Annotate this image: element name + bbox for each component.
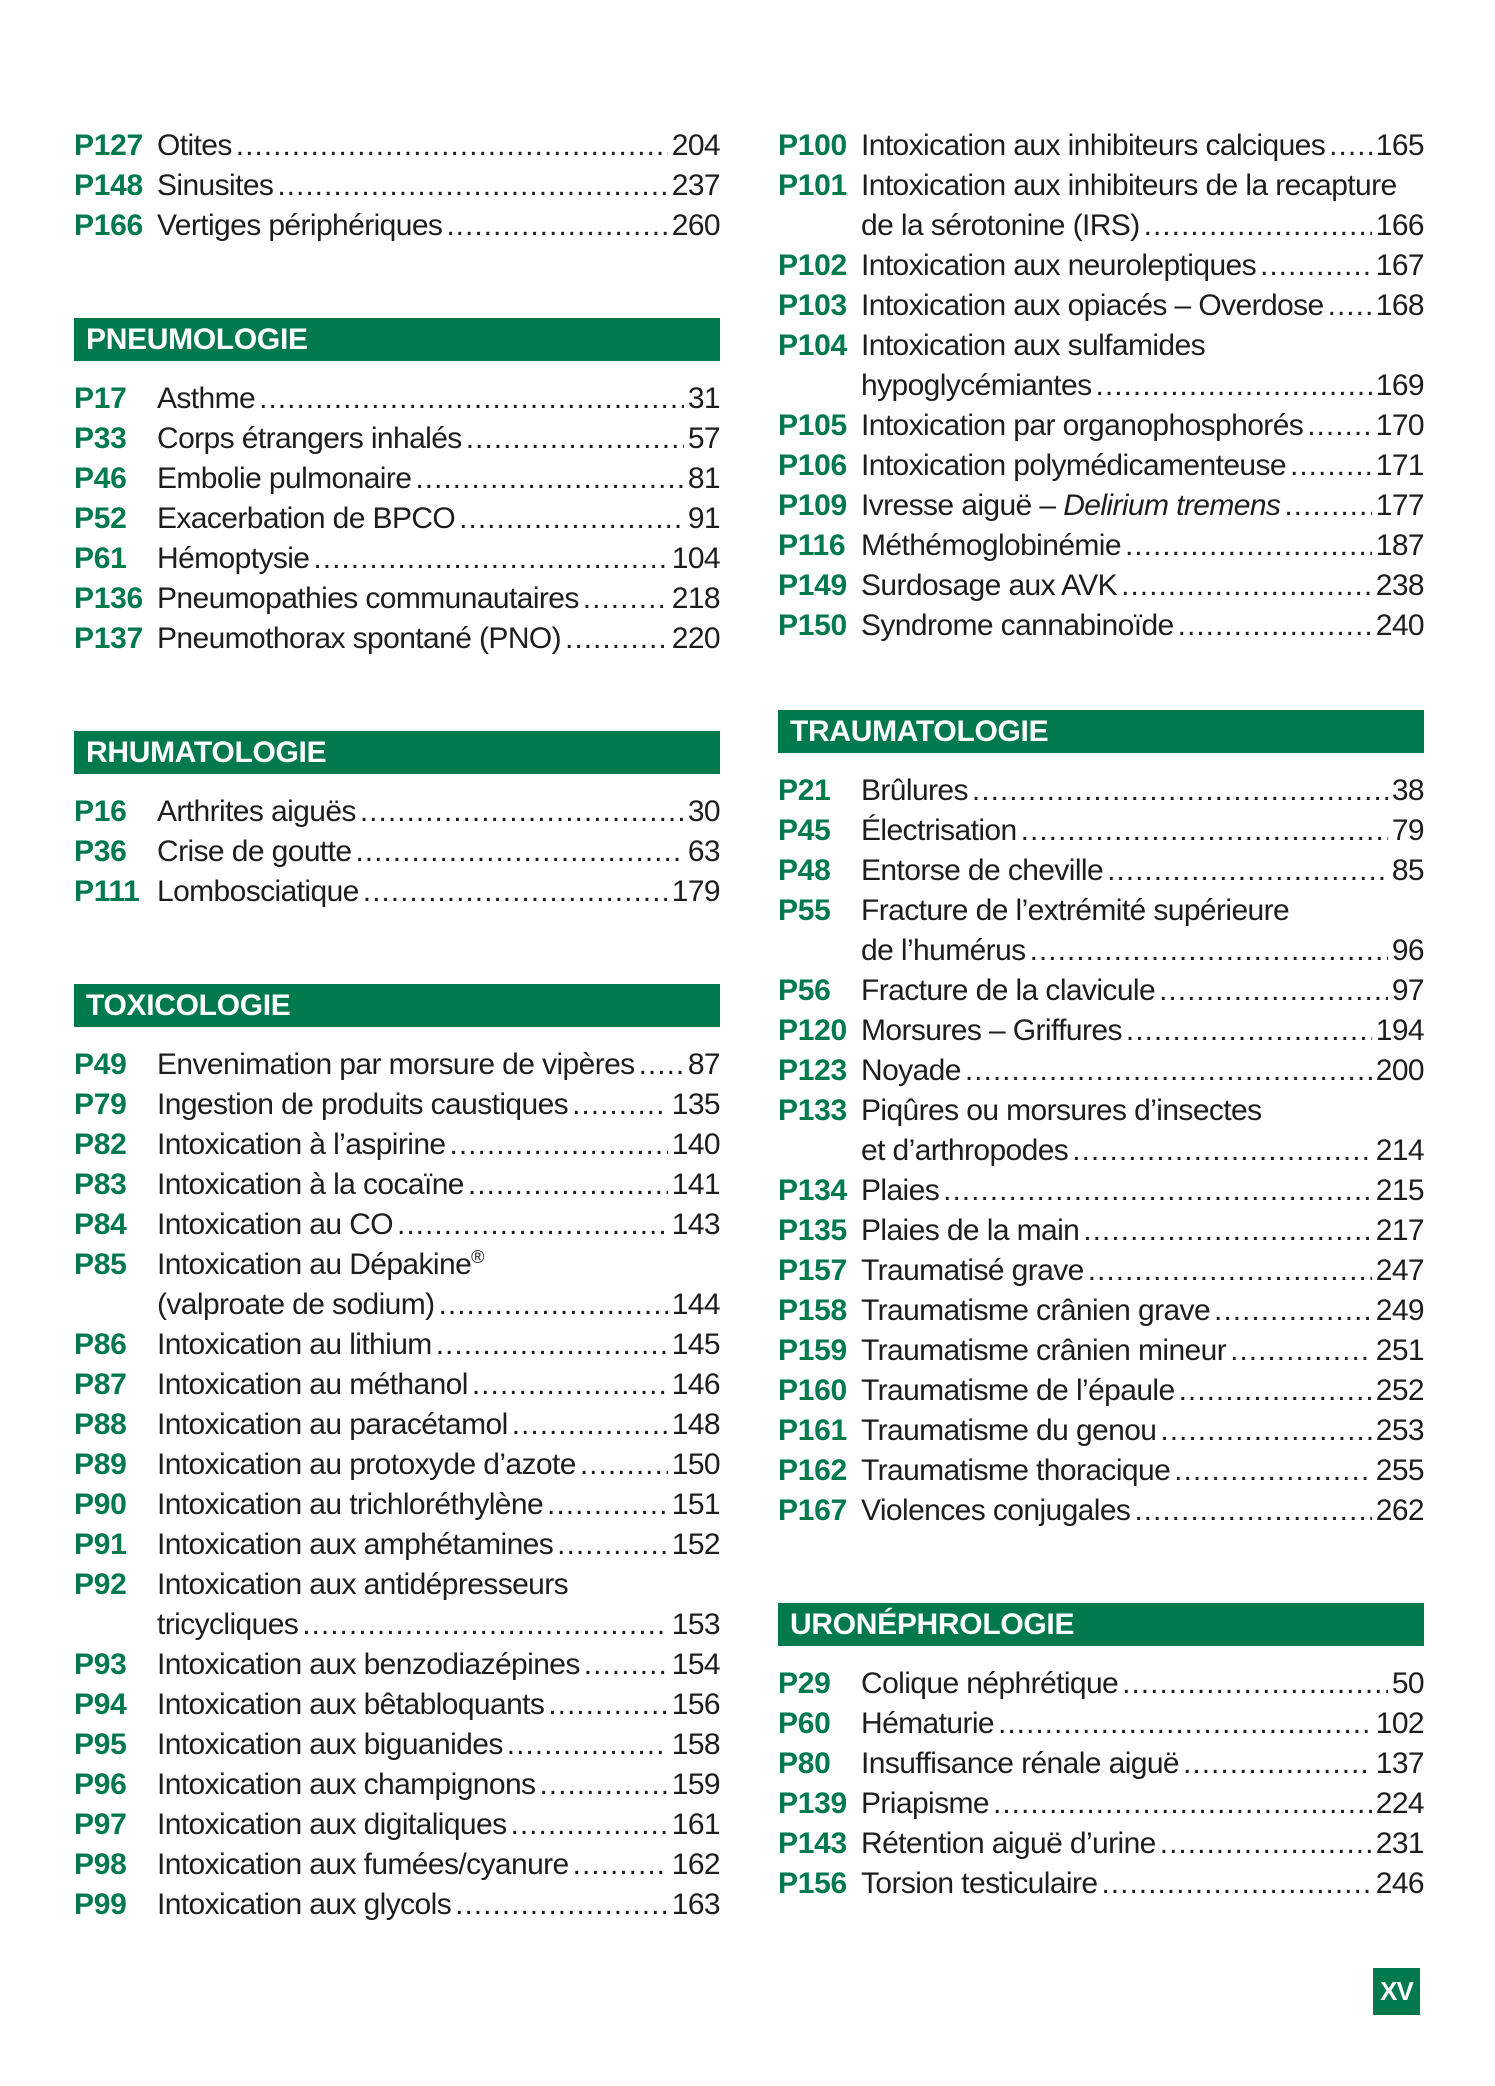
- entry-title: Intoxication aux fumées/cyanure: [157, 1848, 569, 1881]
- entry-title: Intoxication au lithium: [157, 1328, 432, 1361]
- toc-entry[interactable]: [778, 486, 1424, 526]
- toc-entry[interactable]: [74, 1645, 720, 1685]
- entry-code: P97: [74, 1808, 127, 1841]
- entry-code: P156: [778, 1867, 847, 1900]
- left-top-entries: [74, 126, 720, 246]
- entry-title: Fracture de la clavicule: [861, 974, 1156, 1007]
- entry-title: Arthrites aiguës: [157, 795, 356, 828]
- toc-entry[interactable]: [778, 1824, 1424, 1864]
- entry-page: 224: [1375, 1787, 1424, 1820]
- entry-code: P90: [74, 1488, 127, 1521]
- entry-page: 85: [1391, 854, 1424, 887]
- entry-page: 156: [671, 1688, 720, 1721]
- entry-page: 252: [1375, 1374, 1424, 1407]
- entry-title: Intoxication au trichloréthylène: [157, 1488, 544, 1521]
- entry-page: 161: [671, 1808, 720, 1841]
- entry-page: 247: [1375, 1254, 1424, 1287]
- entry-page: 200: [1375, 1054, 1424, 1087]
- toc-entry[interactable]: [74, 579, 720, 619]
- section-header: TOXICOLOGIE: [74, 984, 720, 1027]
- section-traumatologie: [778, 710, 1424, 1531]
- entry-page: 194: [1375, 1014, 1424, 1047]
- toc-entry[interactable]: [778, 406, 1424, 446]
- entry-code: P91: [74, 1528, 127, 1561]
- entry-page: 163: [671, 1888, 720, 1921]
- entry-title: Ivresse aiguë –: [861, 489, 1064, 522]
- entry-code: P160: [778, 1374, 847, 1407]
- entry-title: Surdosage aux AVK: [861, 569, 1118, 602]
- toc-entry[interactable]: [74, 872, 720, 912]
- entry-code: P159: [778, 1334, 847, 1367]
- entry-title: Intoxication aux opiacés – Overdose: [861, 289, 1324, 322]
- entry-page: 165: [1375, 129, 1424, 162]
- entry-page: 146: [671, 1368, 720, 1401]
- entry-code: P52: [74, 502, 127, 535]
- entry-title: Intoxication aux sulfamides: [861, 329, 1205, 362]
- entry-title: Intoxication aux digitaliques: [157, 1808, 507, 1841]
- entry-page: 104: [671, 542, 720, 575]
- section-header: RHUMATOLOGIE: [74, 731, 720, 774]
- entry-code: P80: [778, 1747, 831, 1780]
- entry-page: 159: [671, 1768, 720, 1801]
- entry-code: P93: [74, 1648, 127, 1681]
- toc-entry[interactable]: [74, 126, 720, 166]
- toc-entry[interactable]: [778, 1051, 1424, 1091]
- toc-entry[interactable]: [778, 851, 1424, 891]
- entry-page: 148: [671, 1408, 720, 1441]
- entry-title: Brûlures: [861, 774, 968, 807]
- entry-page: 153: [671, 1608, 720, 1641]
- entry-page: 141: [671, 1168, 720, 1201]
- entry-title: Vertiges périphériques: [157, 209, 443, 242]
- entry-title: Otites: [157, 129, 232, 162]
- entry-title: Pneumopathies communautaires: [157, 582, 579, 615]
- toc-entry[interactable]: [74, 1525, 720, 1565]
- section-header: PNEUMOLOGIE: [74, 318, 720, 361]
- entry-code: P137: [74, 622, 143, 655]
- entry-title: Intoxication aux biguanides: [157, 1728, 503, 1761]
- toc-entry[interactable]: [74, 1045, 720, 1085]
- toc-entry[interactable]: [74, 1805, 720, 1845]
- entry-code: P167: [778, 1494, 847, 1527]
- section-entries: [778, 1664, 1424, 1904]
- toc-entry[interactable]: [74, 1685, 720, 1725]
- entry-code: P133: [778, 1094, 847, 1127]
- entry-page: 38: [1391, 774, 1424, 807]
- entry-code: P36: [74, 835, 127, 868]
- entry-code: P104: [778, 329, 847, 362]
- toc-entry[interactable]: [74, 619, 720, 659]
- entry-code: P106: [778, 449, 847, 482]
- page-number-badge: XV: [1373, 1968, 1420, 2015]
- entry-title: Insuffisance rénale aiguë: [861, 1747, 1180, 1780]
- entry-title: Violences conjugales: [861, 1494, 1131, 1527]
- toc-entry[interactable]: [778, 126, 1424, 166]
- entry-page: 217: [1375, 1214, 1424, 1247]
- toc-entry[interactable]: [74, 1405, 720, 1445]
- entry-title: Corps étrangers inhalés: [157, 422, 462, 455]
- entry-title-cont: tricycliques: [157, 1608, 299, 1641]
- entry-title: Intoxication aux champignons: [157, 1768, 536, 1801]
- toc-entry[interactable]: [778, 246, 1424, 286]
- toc-entry[interactable]: [74, 832, 720, 872]
- toc-entry[interactable]: [778, 1491, 1424, 1531]
- right-column: [778, 126, 1424, 1904]
- entry-page: 57: [687, 422, 720, 455]
- entry-code: P86: [74, 1328, 127, 1361]
- entry-title: Intoxication à la cocaïne: [157, 1168, 464, 1201]
- entry-code: P157: [778, 1254, 847, 1287]
- entry-title: Lombosciatique: [157, 875, 359, 908]
- toc-entry[interactable]: [778, 1864, 1424, 1904]
- entry-code: P120: [778, 1014, 847, 1047]
- toc-entry[interactable]: [778, 1451, 1424, 1491]
- entry-code: P127: [74, 129, 143, 162]
- toc-entry[interactable]: [778, 446, 1424, 486]
- entry-page: 249: [1375, 1294, 1424, 1327]
- entry-title: Intoxication aux neuroleptiques: [861, 249, 1257, 282]
- toc-entry[interactable]: [74, 1365, 720, 1405]
- entry-title: Priapisme: [861, 1787, 989, 1820]
- entry-title-cont: hypoglycémiantes: [861, 369, 1092, 402]
- entry-title: Ingestion de produits caustiques: [157, 1088, 569, 1121]
- entry-title-cont: de l’humérus: [861, 934, 1026, 967]
- entry-code: P116: [778, 529, 846, 562]
- entry-code: P82: [74, 1128, 127, 1161]
- entry-page: 218: [671, 582, 720, 615]
- entry-page: 50: [1391, 1667, 1424, 1700]
- toc-entry[interactable]: [74, 1245, 720, 1325]
- toc-entry[interactable]: [74, 1125, 720, 1165]
- entry-code: P136: [74, 582, 143, 615]
- toc-entry[interactable]: [778, 1411, 1424, 1451]
- entry-page: 137: [1375, 1747, 1424, 1780]
- right-top-entries: [778, 126, 1424, 646]
- entry-code: P94: [74, 1688, 127, 1721]
- entry-page: 171: [1375, 449, 1424, 482]
- toc-entry[interactable]: [74, 1725, 720, 1765]
- entry-page: 231: [1375, 1827, 1424, 1860]
- section-rhumatologie: [74, 731, 720, 912]
- entry-page: 31: [687, 382, 720, 415]
- entry-title: Noyade: [861, 1054, 961, 1087]
- entry-code: P21: [778, 774, 831, 807]
- entry-title-cont: et d’arthropodes: [861, 1134, 1069, 1167]
- section-header: TRAUMATOLOGIE: [778, 710, 1424, 753]
- entry-page: 143: [671, 1208, 720, 1241]
- entry-code: P56: [778, 974, 831, 1007]
- entry-title: Fracture de l’extrémité supérieure: [861, 894, 1290, 927]
- section-uronephrologie: [778, 1603, 1424, 1904]
- entry-code: P135: [778, 1214, 847, 1247]
- entry-page: 260: [671, 209, 720, 242]
- entry-page: 145: [671, 1328, 720, 1361]
- entry-code: P100: [778, 129, 847, 162]
- entry-title: Piqûres ou morsures d’insectes: [861, 1094, 1262, 1127]
- entry-title: Intoxication au paracétamol: [157, 1408, 508, 1441]
- entry-code: P139: [778, 1787, 847, 1820]
- entry-page: 140: [671, 1128, 720, 1161]
- entry-title: Intoxication aux inhibiteurs de la recapture: [861, 169, 1397, 202]
- toc-entry[interactable]: [74, 539, 720, 579]
- entry-title: Intoxication au protoxyde d’azote: [157, 1448, 576, 1481]
- entry-code: P102: [778, 249, 847, 282]
- entry-page: 96: [1391, 934, 1424, 967]
- toc-entry[interactable]: [778, 1171, 1424, 1211]
- entry-title: Morsures – Griffures: [861, 1014, 1122, 1047]
- entry-code: P111: [74, 875, 140, 908]
- entry-page: 169: [1375, 369, 1424, 402]
- toc-entry[interactable]: [74, 792, 720, 832]
- left-column: [74, 126, 720, 1925]
- entry-title: Pneumothorax spontané (PNO): [157, 622, 562, 655]
- entry-title: Électrisation: [861, 814, 1017, 847]
- entry-code: P61: [74, 542, 127, 575]
- toc-entry[interactable]: [74, 1845, 720, 1885]
- entry-code: P55: [778, 894, 831, 927]
- entry-title: Rétention aiguë d’urine: [861, 1827, 1156, 1860]
- entry-page: 170: [1375, 409, 1424, 442]
- entry-page: 220: [671, 622, 720, 655]
- entry-code: P150: [778, 609, 847, 642]
- entry-page: 240: [1375, 609, 1424, 642]
- entry-page: 102: [1375, 1707, 1424, 1740]
- toc-entry[interactable]: [74, 459, 720, 499]
- entry-code: P88: [74, 1408, 127, 1441]
- entry-code: P134: [778, 1174, 847, 1207]
- entry-page: 97: [1391, 974, 1424, 1007]
- entry-page: 162: [671, 1848, 720, 1881]
- toc-entry[interactable]: [778, 771, 1424, 811]
- toc-entry[interactable]: [778, 1371, 1424, 1411]
- toc-entry[interactable]: [74, 166, 720, 206]
- toc-entry[interactable]: [778, 1704, 1424, 1744]
- toc-entry[interactable]: [778, 1784, 1424, 1824]
- toc-entry[interactable]: [74, 1165, 720, 1205]
- toc-entry[interactable]: [778, 286, 1424, 326]
- toc-entry[interactable]: [778, 1211, 1424, 1251]
- toc-entry[interactable]: [778, 1091, 1424, 1171]
- entry-title: Intoxication au CO: [157, 1208, 393, 1241]
- section-header: URONÉPHROLOGIE: [778, 1603, 1424, 1646]
- entry-page: 167: [1375, 249, 1424, 282]
- entry-title: Hémoptysie: [157, 542, 310, 575]
- entry-page: 150: [671, 1448, 720, 1481]
- section-entries: [778, 771, 1424, 1531]
- toc-entry[interactable]: [74, 419, 720, 459]
- entry-title: Méthémoglobinémie: [861, 529, 1121, 562]
- entry-page: 144: [671, 1288, 720, 1321]
- entry-title: Crise de goutte: [157, 835, 352, 868]
- toc-entry[interactable]: [778, 566, 1424, 606]
- entry-title: Exacerbation de BPCO: [157, 502, 456, 535]
- entry-title: Syndrome cannabinoïde: [861, 609, 1174, 642]
- entry-title: Intoxication au Dépakine: [157, 1248, 472, 1281]
- entry-page: 152: [671, 1528, 720, 1561]
- entry-page: 30: [687, 795, 720, 828]
- entry-title: Intoxication au méthanol: [157, 1368, 468, 1401]
- entry-title: Sinusites: [157, 169, 274, 202]
- entry-code: P161: [778, 1414, 847, 1447]
- entry-code: P83: [74, 1168, 127, 1201]
- entry-code: P95: [74, 1728, 127, 1761]
- entry-code: P162: [778, 1454, 847, 1487]
- entry-code: P158: [778, 1294, 847, 1327]
- entry-code: P92: [74, 1568, 127, 1601]
- section-entries: [74, 1045, 720, 1925]
- entry-page: 255: [1375, 1454, 1424, 1487]
- entry-page: 91: [687, 502, 720, 535]
- entry-code: P85: [74, 1248, 127, 1281]
- entry-title: Hématurie: [861, 1707, 994, 1740]
- toc-entry[interactable]: [778, 1251, 1424, 1291]
- entry-page: 151: [671, 1488, 720, 1521]
- toc-entry[interactable]: [778, 326, 1424, 406]
- entry-title-cont: (valproate de sodium): [157, 1288, 435, 1321]
- entry-page: 135: [671, 1088, 720, 1121]
- entry-title: Traumatisme thoracique: [861, 1454, 1171, 1487]
- toc-entry[interactable]: [778, 606, 1424, 646]
- entry-code: P33: [74, 422, 127, 455]
- entry-title: Intoxication par organophosphorés: [861, 409, 1304, 442]
- entry-title: Intoxication aux glycols: [157, 1888, 452, 1921]
- entry-page: 166: [1375, 209, 1424, 242]
- entry-title: Intoxication aux antidépresseurs: [157, 1568, 569, 1601]
- entry-title: Envenimation par morsure de vipères: [157, 1048, 635, 1081]
- entry-title: Plaies de la main: [861, 1214, 1080, 1247]
- entry-title: Traumatisme du genou: [861, 1414, 1157, 1447]
- entry-title: Intoxication polymédicamenteuse: [861, 449, 1286, 482]
- toc-entry[interactable]: [74, 1325, 720, 1365]
- toc-entry[interactable]: [74, 1445, 720, 1485]
- entry-code: P17: [74, 382, 127, 415]
- entry-title-cont: de la sérotonine (IRS): [861, 209, 1140, 242]
- entry-title: Traumatisme de l’épaule: [861, 1374, 1175, 1407]
- toc-entry[interactable]: [778, 1664, 1424, 1704]
- entry-page: 168: [1375, 289, 1424, 322]
- entry-code: P16: [74, 795, 127, 828]
- toc-entry[interactable]: [74, 206, 720, 246]
- toc-entry[interactable]: [778, 1744, 1424, 1784]
- entry-title: Intoxication à l’aspirine: [157, 1128, 446, 1161]
- entry-page: 177: [1375, 489, 1424, 522]
- entry-title: Intoxication aux benzodiazépines: [157, 1648, 580, 1681]
- registered-mark: ®: [471, 1247, 484, 1267]
- toc-entry[interactable]: [74, 1565, 720, 1645]
- entry-page: 179: [671, 875, 720, 908]
- entry-title: Torsion testiculaire: [861, 1867, 1098, 1900]
- entry-title: Traumatisme crânien grave: [861, 1294, 1211, 1327]
- entry-page: 253: [1375, 1414, 1424, 1447]
- entry-code: P103: [778, 289, 847, 322]
- toc-entry[interactable]: [778, 971, 1424, 1011]
- entry-code: P148: [74, 169, 143, 202]
- entry-page: 187: [1375, 529, 1424, 562]
- entry-code: P79: [74, 1088, 127, 1121]
- entry-title: Embolie pulmonaire: [157, 462, 412, 495]
- entry-code: P60: [778, 1707, 831, 1740]
- toc-entry[interactable]: [778, 1291, 1424, 1331]
- entry-page: 154: [671, 1648, 720, 1681]
- entry-code: P49: [74, 1048, 127, 1081]
- entry-page: 204: [671, 129, 720, 162]
- entry-page: 238: [1375, 569, 1424, 602]
- entry-page: 246: [1375, 1867, 1424, 1900]
- toc-entry[interactable]: [778, 891, 1424, 971]
- entry-code: P105: [778, 409, 847, 442]
- toc-entry[interactable]: [74, 1885, 720, 1925]
- entry-page: 81: [687, 462, 720, 495]
- entry-code: P45: [778, 814, 831, 847]
- entry-code: P29: [778, 1667, 831, 1700]
- entry-title: Traumatisé grave: [861, 1254, 1084, 1287]
- entry-page: 262: [1375, 1494, 1424, 1527]
- entry-page: 251: [1375, 1334, 1424, 1367]
- entry-page: 87: [687, 1048, 720, 1081]
- entry-code: P101: [778, 169, 847, 202]
- entry-page: 214: [1375, 1134, 1424, 1167]
- entry-code: P96: [74, 1768, 127, 1801]
- entry-code: P46: [74, 462, 127, 495]
- toc-entry[interactable]: [74, 499, 720, 539]
- toc-entry[interactable]: [74, 1485, 720, 1525]
- toc-entry[interactable]: [74, 1205, 720, 1245]
- section-entries: [74, 792, 720, 912]
- entry-code: P84: [74, 1208, 127, 1241]
- entry-code: P149: [778, 569, 847, 602]
- entry-title: Intoxication aux amphétamines: [157, 1528, 554, 1561]
- entry-page: 237: [671, 169, 720, 202]
- entry-code: P98: [74, 1848, 127, 1881]
- toc-entry[interactable]: [778, 166, 1424, 246]
- toc-entry[interactable]: [778, 1011, 1424, 1051]
- section-pneumologie: [74, 318, 720, 659]
- toc-entry[interactable]: [74, 1085, 720, 1125]
- entry-page: 215: [1375, 1174, 1424, 1207]
- toc-entry[interactable]: [74, 1765, 720, 1805]
- entry-title-italic: Delirium tremens: [1063, 489, 1281, 522]
- entry-code: P166: [74, 209, 143, 242]
- entry-code: P89: [74, 1448, 127, 1481]
- entry-title: Intoxication aux inhibiteurs calciques: [861, 129, 1326, 162]
- toc-entry[interactable]: [778, 1331, 1424, 1371]
- entry-title: Colique néphrétique: [861, 1667, 1119, 1700]
- toc-entry[interactable]: [778, 526, 1424, 566]
- entry-title: Asthme: [157, 382, 256, 415]
- entry-page: 79: [1391, 814, 1424, 847]
- section-toxicologie: [74, 984, 720, 1925]
- entry-code: P99: [74, 1888, 127, 1921]
- entry-title: Traumatisme crânien mineur: [861, 1334, 1227, 1367]
- entry-title: Intoxication aux bêtabloquants: [157, 1688, 545, 1721]
- entry-code: P87: [74, 1368, 127, 1401]
- entry-code: P109: [778, 489, 847, 522]
- entry-page: 158: [671, 1728, 720, 1761]
- toc-entry[interactable]: [74, 379, 720, 419]
- toc-entry[interactable]: [778, 811, 1424, 851]
- section-entries: [74, 379, 720, 659]
- entry-code: P143: [778, 1827, 847, 1860]
- entry-code: P123: [778, 1054, 847, 1087]
- entry-page: 63: [687, 835, 720, 868]
- entry-title: Plaies: [861, 1174, 940, 1207]
- entry-code: P48: [778, 854, 831, 887]
- entry-title: Entorse de cheville: [861, 854, 1104, 887]
